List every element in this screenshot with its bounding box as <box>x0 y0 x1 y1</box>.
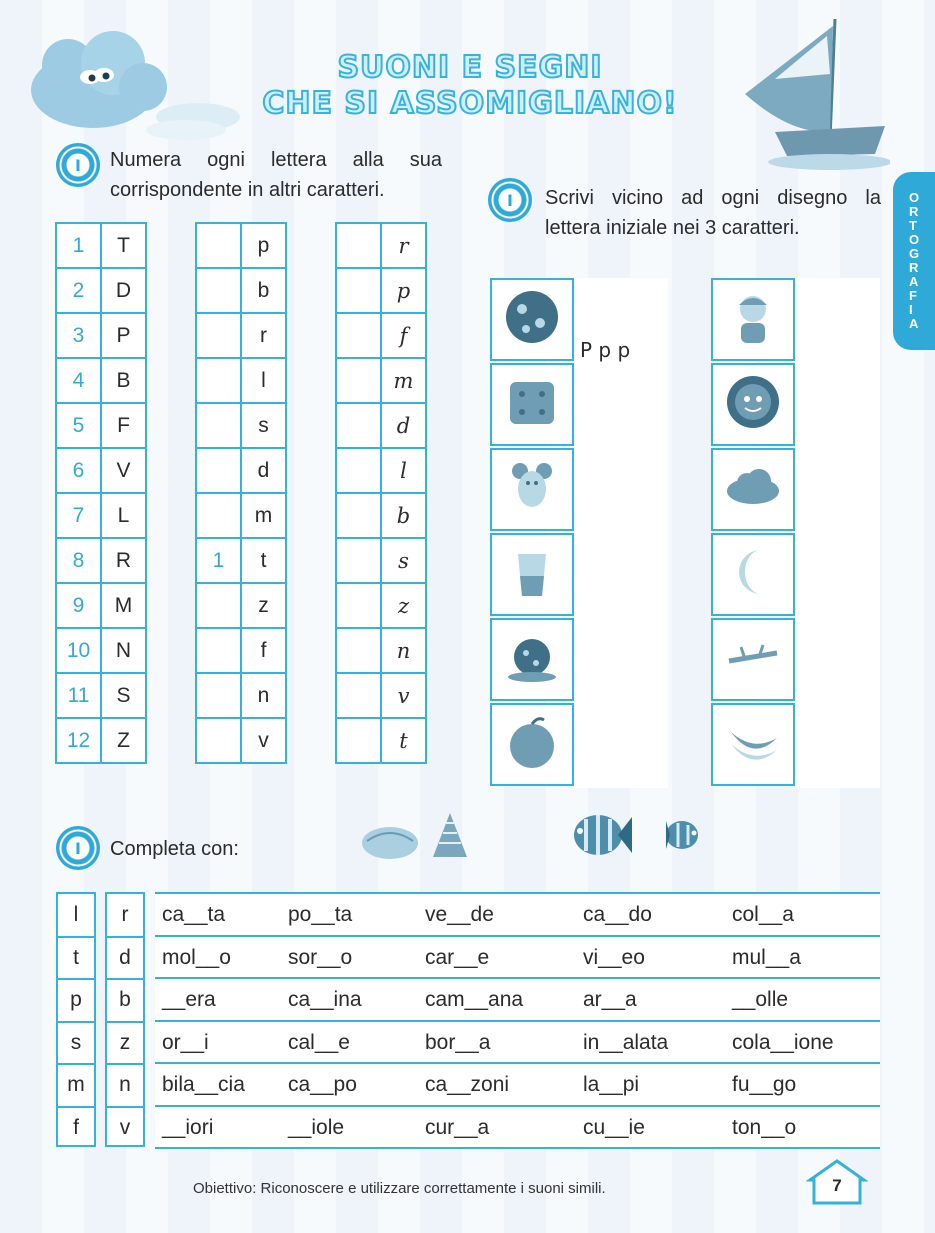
word-blank[interactable]: in__alata <box>583 1030 669 1054</box>
number-cell[interactable] <box>336 718 381 763</box>
letter-cell: Z <box>101 718 146 763</box>
letter-cell: v <box>381 673 426 718</box>
row-divider <box>58 1106 94 1108</box>
picture-box <box>711 533 795 616</box>
table-bottom-border <box>155 1147 880 1149</box>
word-blank[interactable]: fu__go <box>732 1073 797 1096</box>
word-blank[interactable]: col__a <box>732 903 794 926</box>
word-blank[interactable]: cur__a <box>425 1115 490 1139</box>
table-row <box>56 313 146 358</box>
pair-letter: z <box>119 1030 131 1054</box>
pair-letter: d <box>119 945 131 969</box>
letter-cell: M <box>101 583 146 628</box>
exercise2-instruction <box>545 183 881 243</box>
section-tab-letter: A <box>908 316 919 331</box>
word-blank[interactable]: cal__e <box>288 1030 350 1054</box>
picture-box <box>490 703 574 786</box>
table-row <box>196 448 286 493</box>
letter-cell: l <box>241 358 286 403</box>
number-cell: 12 <box>56 718 101 763</box>
word-row <box>155 977 880 1020</box>
number-cell[interactable] <box>196 718 241 763</box>
word-blank[interactable]: __era <box>162 988 216 1011</box>
word-blank[interactable]: ar__a <box>583 988 637 1011</box>
section-tab-letter: R <box>908 260 919 275</box>
pair-letter: n <box>119 1073 131 1096</box>
letter-cell: t <box>241 538 286 583</box>
letter-cell: d <box>241 448 286 493</box>
exercise1-instruction <box>110 145 442 205</box>
pair-letter: p <box>70 988 82 1011</box>
sun-icon <box>723 372 783 437</box>
word-blank[interactable]: ca__ina <box>288 988 362 1011</box>
row-divider <box>58 1021 94 1023</box>
word-blank[interactable]: __olle <box>732 988 789 1011</box>
instruction-icon-letter: I <box>75 155 81 175</box>
letter-cell: p <box>381 268 426 313</box>
section-tab-ortografia[interactable] <box>893 172 935 350</box>
number-cell[interactable] <box>196 673 241 718</box>
pair-letter: m <box>67 1073 85 1096</box>
fish-icon <box>570 805 710 865</box>
table-row <box>336 718 426 763</box>
letter-cell: f <box>241 628 286 673</box>
section-tab-letter: A <box>908 274 919 289</box>
table-row <box>336 673 426 718</box>
table-row <box>336 493 426 538</box>
letter-cell: t <box>381 718 426 763</box>
number-cell[interactable] <box>336 358 381 403</box>
word-blank[interactable]: __iole <box>288 1115 345 1139</box>
word-row <box>155 1062 880 1105</box>
table-row <box>56 268 146 313</box>
table-row <box>196 583 286 628</box>
answer-area-right[interactable] <box>795 278 880 788</box>
number-cell[interactable] <box>196 403 241 448</box>
page-number: 7 <box>832 1176 842 1195</box>
pair-letter: f <box>73 1115 79 1139</box>
letter-cell: z <box>381 583 426 628</box>
pair-letter: v <box>119 1115 131 1139</box>
number-cell[interactable] <box>336 583 381 628</box>
table-row <box>336 448 426 493</box>
table-row <box>336 358 426 403</box>
number-cell: 2 <box>56 268 101 313</box>
number-cell[interactable] <box>196 313 241 358</box>
letter-cell: n <box>241 673 286 718</box>
pair-letter: r <box>121 903 129 926</box>
word-blank[interactable]: ca__po <box>288 1073 357 1096</box>
letter-cell: R <box>101 538 146 583</box>
number-cell[interactable] <box>336 493 381 538</box>
exercise3-instruction: Completa con: <box>110 838 239 860</box>
row-divider <box>107 978 143 980</box>
letters-table-cursive <box>335 222 427 764</box>
letter-cell: T <box>101 223 146 268</box>
objective-text: Obiettivo: Riconoscere e utilizzare correttamente i suoni simili. <box>193 1180 606 1197</box>
letter-cell: b <box>241 268 286 313</box>
letter-cell: m <box>241 493 286 538</box>
letter-cell: F <box>101 403 146 448</box>
letter-cell: p <box>241 223 286 268</box>
cloud-icon <box>723 457 783 522</box>
row-divider <box>58 936 94 938</box>
word-row <box>155 1020 880 1063</box>
section-tab-letter: F <box>908 288 917 303</box>
word-blank[interactable]: ca__do <box>583 903 652 926</box>
number-cell[interactable] <box>336 628 381 673</box>
word-blank[interactable]: sor__o <box>288 945 353 969</box>
number-cell: 10 <box>56 628 101 673</box>
number-cell[interactable] <box>196 448 241 493</box>
title-line-1: SUONI E SEGNI <box>337 50 603 85</box>
number-cell: 8 <box>56 538 101 583</box>
number-cell: 9 <box>56 583 101 628</box>
branch-icon <box>723 627 783 692</box>
bananas-icon <box>723 712 783 777</box>
table-row <box>196 223 286 268</box>
word-blank[interactable]: car__e <box>425 945 490 969</box>
number-cell[interactable] <box>336 313 381 358</box>
letter-cell: B <box>101 358 146 403</box>
table-row <box>196 718 286 763</box>
section-tab-letter: I <box>908 302 913 317</box>
letter-cell: n <box>381 628 426 673</box>
number-cell: 5 <box>56 403 101 448</box>
number-cell[interactable] <box>336 538 381 583</box>
letter-cell: z <box>241 583 286 628</box>
instruction-icon <box>488 178 532 222</box>
table-row <box>196 313 286 358</box>
table-row <box>336 223 426 268</box>
number-cell[interactable] <box>196 583 241 628</box>
letter-cell: l <box>381 448 426 493</box>
word-blank[interactable]: ton__o <box>732 1115 797 1139</box>
letter-cell: L <box>101 493 146 538</box>
table-row <box>56 358 146 403</box>
letter-cell: f <box>381 313 426 358</box>
section-tab-label <box>909 191 919 331</box>
word-blank[interactable]: __iori <box>162 1115 214 1139</box>
word-blank[interactable]: cola__ione <box>732 1030 834 1054</box>
letter-cell: b <box>381 493 426 538</box>
row-divider <box>107 1063 143 1065</box>
number-cell: 3 <box>56 313 101 358</box>
table-row <box>196 538 286 583</box>
table-row <box>336 268 426 313</box>
snail-icon <box>502 627 562 692</box>
table-row <box>336 583 426 628</box>
picture-box <box>490 448 574 531</box>
table-row <box>56 403 146 448</box>
exercise2-instruction-line2: lettera iniziale nei 3 caratteri. <box>545 217 800 239</box>
shells-icon <box>355 805 475 865</box>
table-row <box>56 583 146 628</box>
word-blank[interactable]: mol__o <box>162 945 231 969</box>
table-row <box>56 493 146 538</box>
letters-table-lowercase <box>195 222 287 764</box>
instruction-icon <box>56 143 100 187</box>
word-blank[interactable]: bila__cia <box>162 1073 245 1096</box>
instruction-icon-letter: I <box>507 190 513 210</box>
instruction-icon-letter: I <box>75 838 81 858</box>
pair-letter: l <box>73 903 79 926</box>
table-row <box>56 628 146 673</box>
instruction-icon <box>56 826 100 870</box>
table-row <box>196 493 286 538</box>
number-cell[interactable] <box>336 268 381 313</box>
table-row <box>56 223 146 268</box>
table-row <box>336 628 426 673</box>
word-blank[interactable]: la__pi <box>583 1073 640 1096</box>
pair-letter: t <box>73 945 79 969</box>
mouse-icon <box>502 457 562 522</box>
word-blank[interactable]: bor__a <box>425 1030 491 1054</box>
glass-icon <box>502 542 562 607</box>
apple-icon <box>502 712 562 777</box>
title-line-2: CHE SI ASSOMIGLIANO! <box>262 86 678 121</box>
ball-icon <box>502 287 562 352</box>
number-cell: 1 <box>56 223 101 268</box>
letter-cell: D <box>101 268 146 313</box>
number-cell[interactable] <box>196 223 241 268</box>
girl-icon <box>723 287 783 352</box>
table-row <box>56 673 146 718</box>
section-tab-letter: G <box>908 246 920 261</box>
table-row <box>336 538 426 583</box>
number-cell[interactable] <box>196 628 241 673</box>
picture-box <box>711 278 795 361</box>
table-row <box>196 358 286 403</box>
letter-cell: d <box>381 403 426 448</box>
letters-table-uppercase <box>55 222 147 764</box>
number-cell[interactable] <box>336 673 381 718</box>
pair-letter: b <box>119 988 131 1011</box>
table-row <box>336 313 426 358</box>
row-divider <box>58 1063 94 1065</box>
word-row <box>155 1105 880 1148</box>
picture-box <box>711 703 795 786</box>
word-blank[interactable]: cu__ie <box>583 1115 645 1139</box>
word-blank[interactable]: mul__a <box>732 945 801 969</box>
letter-cell: s <box>381 538 426 583</box>
exercise1-instruction-line1: Numera ogni lettera alla sua <box>110 149 442 171</box>
word-blank[interactable]: cam__ana <box>425 988 524 1011</box>
picture-box <box>490 363 574 446</box>
pair-letter: s <box>70 1030 82 1054</box>
number-cell: 4 <box>56 358 101 403</box>
word-blank[interactable]: ca__zoni <box>425 1073 510 1096</box>
word-row <box>155 935 880 978</box>
number-cell[interactable] <box>336 448 381 493</box>
table-row <box>196 673 286 718</box>
cloud-character-icon <box>18 25 243 145</box>
table-row <box>56 718 146 763</box>
number-cell: 1 <box>196 538 241 583</box>
number-cell[interactable] <box>196 493 241 538</box>
row-divider <box>107 936 143 938</box>
letter-cell: P <box>101 313 146 358</box>
dice-icon <box>502 372 562 437</box>
table-row <box>56 538 146 583</box>
word-blank[interactable]: po__ta <box>288 903 353 926</box>
letter-cell: r <box>241 313 286 358</box>
number-cell: 7 <box>56 493 101 538</box>
page-title <box>230 50 710 122</box>
letter-cell: m <box>381 358 426 403</box>
sailboat-icon <box>735 14 890 174</box>
section-tab-letter: T <box>908 218 917 233</box>
row-divider <box>107 1106 143 1108</box>
picture-box <box>490 533 574 616</box>
table-row <box>196 628 286 673</box>
letter-cell: N <box>101 628 146 673</box>
letter-cell: S <box>101 673 146 718</box>
picture-box <box>490 278 574 361</box>
example-answer: P p p <box>580 338 631 362</box>
word-blank[interactable]: ca__ta <box>162 903 226 926</box>
table-row <box>196 268 286 313</box>
table-row <box>196 403 286 448</box>
table-row <box>56 448 146 493</box>
letter-cell: V <box>101 448 146 493</box>
word-blank[interactable]: or__i <box>162 1030 209 1054</box>
moon-icon <box>723 542 783 607</box>
word-blank[interactable]: vi__eo <box>583 945 645 969</box>
table-row <box>336 403 426 448</box>
number-cell[interactable] <box>196 358 241 403</box>
word-row <box>155 892 880 935</box>
exercise1-instruction-line2: corrispondente in altri caratteri. <box>110 179 385 201</box>
word-blank[interactable]: ve__de <box>425 903 494 926</box>
section-tab-letter: R <box>908 204 919 219</box>
picture-box <box>711 448 795 531</box>
section-tab-letter: O <box>908 232 920 247</box>
picture-box <box>711 363 795 446</box>
number-cell: 6 <box>56 448 101 493</box>
exercise2-instruction-line1: Scrivi vicino ad ogni disegno la <box>545 187 881 209</box>
section-tab-letter: O <box>908 190 920 205</box>
number-cell: 11 <box>56 673 101 718</box>
number-cell[interactable] <box>336 223 381 268</box>
picture-box <box>490 618 574 701</box>
letter-cell: r <box>381 223 426 268</box>
number-cell[interactable] <box>336 403 381 448</box>
letter-cell: v <box>241 718 286 763</box>
picture-box <box>711 618 795 701</box>
number-cell[interactable] <box>196 268 241 313</box>
row-divider <box>58 978 94 980</box>
row-divider <box>107 1021 143 1023</box>
letter-cell: s <box>241 403 286 448</box>
